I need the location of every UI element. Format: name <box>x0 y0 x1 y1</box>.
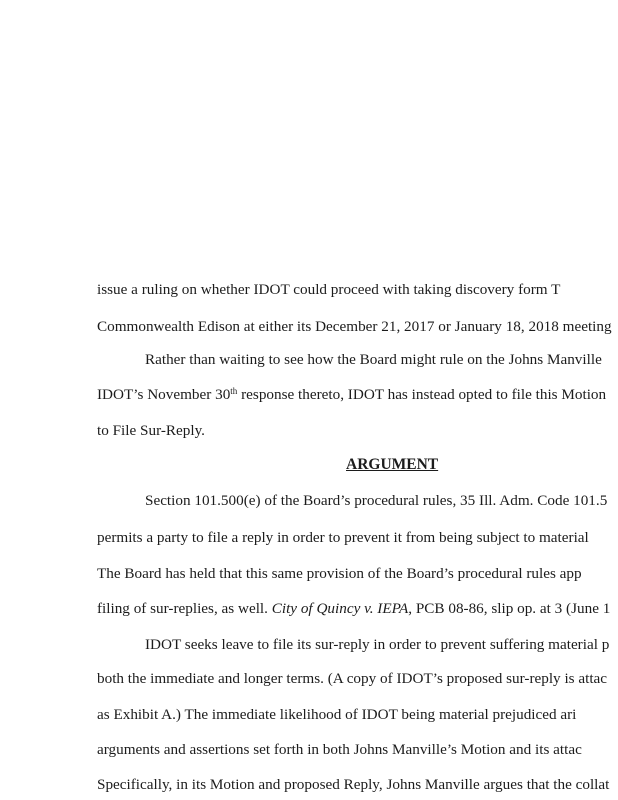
case-citation: City of Quincy v. IEPA <box>271 600 409 617</box>
para4-line5: Specifically, in its Motion and proposed Reply, Johns Manville argues that the collat <box>97 776 610 793</box>
para2-line1: Rather than waiting to see how the Board might rule on the Johns Manville <box>145 351 602 368</box>
para1-line1: issue a ruling on whether IDOT could proceed with taking discovery form T <box>97 281 561 298</box>
para3-line4-text: filing of sur-replies, as well. <box>97 600 272 617</box>
para2-line3: to File Sur-Reply. <box>97 422 205 439</box>
para3-line4 <box>97 600 610 618</box>
para2-line2-text: IDOT’s November 30 <box>97 386 231 403</box>
para4-line3: as Exhibit A.) The immediate likelihood of IDOT being material prejudiced ari <box>97 706 577 723</box>
section-heading: ARGUMENT <box>346 456 439 473</box>
para3-line1: Section 101.500(e) of the Board’s procedural rules, 35 Ill. Adm. Code 101.5 <box>145 492 608 509</box>
para2-line2 <box>97 386 606 404</box>
para1-line2: Commonwealth Edison at either its December 21, 2017 or January 18, 2018 meeting <box>97 318 612 335</box>
para4-line2: both the immediate and longer terms. (A copy of IDOT’s proposed sur-reply is attac <box>97 670 608 687</box>
ordinal-suffix: th <box>230 386 238 396</box>
para4-line1: IDOT seeks leave to file its sur-reply in order to prevent suffering material p <box>145 636 610 653</box>
para4-line4: arguments and assertions set forth in both Johns Manville’s Motion and its attac <box>97 741 582 758</box>
para3-line2: permits a party to file a reply in order to prevent it from being subject to material <box>97 529 589 546</box>
para3-line3: The Board has held that this same provision of the Board’s procedural rules app <box>97 565 582 582</box>
para3-line4-rest: , PCB 08-86, slip op. at 3 (June 1 <box>408 600 611 617</box>
para2-line2-rest: response thereto, IDOT has instead opted to file this Motion <box>237 386 607 403</box>
